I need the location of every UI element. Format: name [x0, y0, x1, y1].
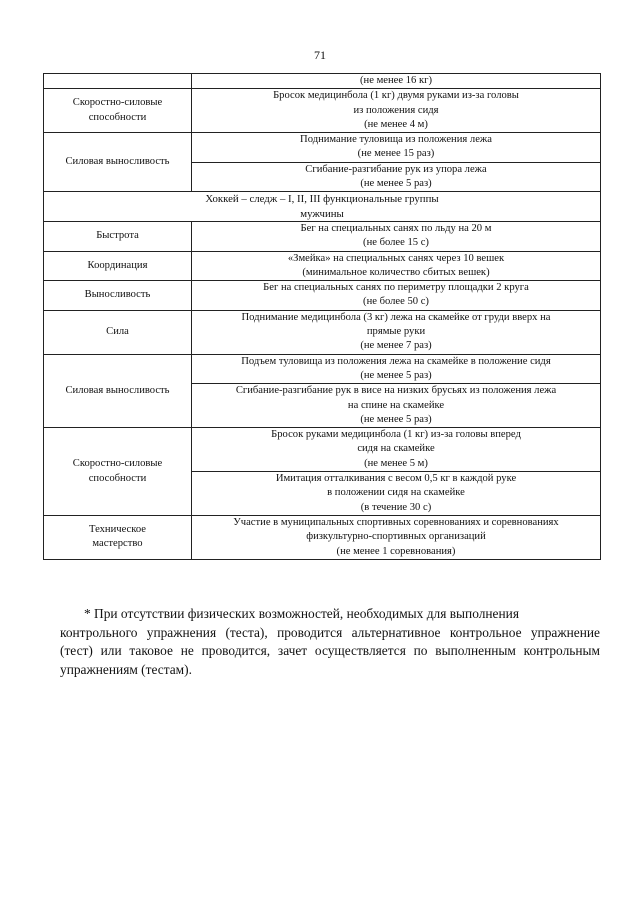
category-cell: [44, 74, 192, 89]
exercise-cell: [192, 281, 601, 311]
exercise-line: Бег на специальных санях по льду на 20 м: [300, 222, 492, 234]
exercise-line: (не менее 5 раз): [360, 178, 432, 190]
exercise-line: Сгибание-разгибание рук из упора лежа: [305, 163, 487, 175]
category-cell: [44, 354, 192, 427]
category-cell: [44, 428, 192, 516]
category-cell: [44, 221, 192, 251]
exercise-line: (не менее 15 раз): [357, 148, 435, 160]
category-cell: [44, 281, 192, 311]
exercise-line: (не более 50 с): [363, 296, 429, 308]
exercise-line: Бег на специальных санях по периметру площадки 2 круга: [263, 282, 529, 294]
exercise-line: сидя на скамейке: [357, 443, 435, 455]
group-header-line: мужчины: [300, 207, 344, 220]
table-row: [44, 310, 601, 354]
exercise-line: (в течение 30 с): [360, 501, 432, 513]
exercise-line: Подъем туловища из положения лежа на скамейке в положение сидя: [241, 355, 551, 367]
category-cell: [44, 133, 192, 192]
category-label: Скоростно-силовые: [72, 458, 163, 470]
exercise-line: Поднимание медицинбола (3 кг) лежа на скамейке от груди вверх на: [241, 311, 551, 323]
table-row: [44, 89, 601, 133]
category-cell: [44, 515, 192, 559]
exercise-cell: [192, 133, 601, 163]
exercise-cell: [192, 89, 601, 133]
exercise-line: «Змейка» на специальных санях через 10 вешек: [287, 252, 505, 264]
exercise-line: физкультурно-спортивных организаций: [306, 531, 486, 543]
category-label: Силовая выносливость: [65, 384, 170, 396]
table-row: [44, 251, 601, 281]
exercise-line: (не менее 5 м): [364, 457, 428, 469]
footnote-text: контрольного упражнения (теста), проводится альтернативное контрольное упражнение (тест) или таковое не проводится, зачет осуществляется по выполненным контрольным упражнениям (тестам).: [60, 624, 600, 677]
category-label: Координация: [87, 259, 148, 271]
exercise-line: (не менее 1 соревнования): [336, 545, 456, 557]
page-number: 71: [314, 48, 326, 62]
exercise-line: (не менее 7 раз): [360, 340, 432, 352]
category-cell: [44, 251, 192, 281]
exercise-line: Бросок руками медицинбола (1 кг) из-за головы вперед: [271, 429, 521, 441]
exercise-cell: [192, 221, 601, 251]
exercise-line: из положения сидя: [353, 104, 439, 116]
exercise-line: Сгибание-разгибание рук в висе на низких брусьях из положения лежа: [235, 385, 557, 397]
table-row: [44, 74, 601, 89]
category-label: Силовая выносливость: [65, 156, 170, 168]
exercise-line: Поднимание туловища из положения лежа: [300, 134, 492, 146]
exercise-line: на спине на скамейке: [347, 399, 445, 411]
exercise-cell: [192, 354, 601, 384]
exercise-cell: [192, 74, 601, 89]
exercise-line: Бросок медицинбола (1 кг) двумя руками из-за головы: [273, 90, 519, 102]
category-label: Техническое: [89, 524, 146, 536]
exercise-line: (минимальное количество сбитых вешек): [302, 266, 490, 278]
category-label: мастерство: [92, 538, 143, 550]
category-label: Скоростно-силовые: [72, 97, 163, 109]
table-row: [44, 515, 601, 559]
category-label: способности: [88, 111, 147, 123]
exercise-cell: [192, 384, 601, 428]
exercise-line: (не менее 5 раз): [360, 413, 432, 425]
category-cell: [44, 310, 192, 354]
category-label: Выносливость: [84, 289, 151, 301]
category-label: Сила: [106, 326, 129, 338]
exercise-cell: [192, 428, 601, 472]
group-header-row: [44, 192, 601, 222]
exercise-cell: [192, 310, 601, 354]
table-row: [44, 428, 601, 472]
exercise-line: (не более 15 с): [363, 237, 429, 249]
group-header-line: Хоккей – следж – I, II, III функциональные группы: [205, 193, 439, 206]
table-row: [44, 281, 601, 311]
norms-table: [43, 73, 601, 560]
exercise-line: (не менее 4 м): [364, 118, 428, 130]
footnote-line-1: * При отсутствии физических возможностей, необходимых для выполнения: [84, 606, 519, 621]
table-row: [44, 221, 601, 251]
category-cell: [44, 89, 192, 133]
group-header: [44, 192, 601, 222]
exercise-cell: [192, 515, 601, 559]
category-label: способности: [88, 472, 147, 484]
footnote: [60, 605, 600, 679]
exercise-line: (не менее 16 кг): [360, 75, 432, 86]
exercise-line: в положении сидя на скамейке: [327, 487, 465, 499]
table-row: [44, 354, 601, 384]
exercise-cell: [192, 472, 601, 516]
exercise-line: Участие в муниципальных спортивных соревнованиях и соревнованиях: [233, 516, 559, 528]
category-label: Быстрота: [96, 230, 139, 242]
exercise-cell: [192, 251, 601, 281]
exercise-line: прямые руки: [366, 326, 426, 338]
exercise-line: Имитация отталкивания с весом 0,5 кг в каждой руке: [275, 473, 517, 485]
table-row: [44, 133, 601, 163]
exercise-cell: [192, 162, 601, 192]
exercise-line: (не менее 5 раз): [360, 369, 432, 381]
